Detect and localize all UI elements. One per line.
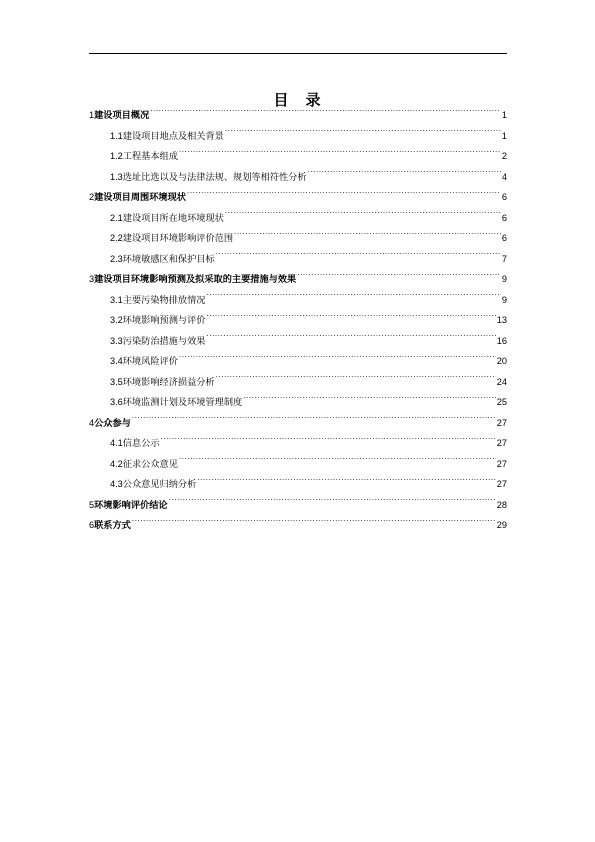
toc-entry-number: 4 [89, 417, 95, 428]
toc-entry-number: 2.1 [110, 212, 123, 223]
toc-dot-leader [179, 149, 501, 159]
toc-entry-number: 2.3 [110, 253, 123, 264]
toc-page-number: 27 [496, 438, 507, 448]
toc-entry-number: 3.4 [110, 356, 123, 366]
toc-page-number: 27 [496, 458, 507, 469]
toc-entry[interactable] [89, 310, 507, 331]
toc-page-number: 6 [501, 212, 507, 223]
toc-entry-number: 1.3 [110, 171, 123, 182]
toc-entry-number: 4.3 [110, 479, 123, 489]
toc-entry-title: 环境监测计划及环境管理制度 [122, 397, 243, 408]
toc-page-number: 4 [501, 171, 507, 182]
toc-entry-number: 4.1 [110, 438, 123, 448]
toc-entry-number: 4.2 [110, 458, 123, 469]
toc-entry-title: 主要污染物排放情况 [122, 294, 206, 306]
toc-entry-title: 建设项目环境影响评价范围 [122, 233, 234, 244]
toc-title: 目 录 [273, 91, 322, 109]
toc-entry[interactable] [89, 167, 507, 188]
toc-entry-title: 环境敏感区和保护目标 [122, 253, 215, 265]
toc-dot-leader [216, 252, 501, 262]
toc-dot-leader [234, 231, 501, 241]
toc-entry[interactable] [89, 454, 507, 475]
toc-entry-title: 建设项目地点及相关背景 [122, 130, 224, 142]
toc-entry-title: 联系方式 [94, 520, 131, 531]
toc-entry-title: 环境影响经济损益分析 [122, 376, 215, 388]
toc-entry-number: 3.3 [110, 335, 123, 346]
toc-entry-title: 工程基本组成 [122, 151, 178, 162]
toc-page-number: 7 [501, 253, 507, 264]
toc-entry[interactable] [89, 331, 507, 352]
toc-entry-number: 3.1 [110, 294, 123, 305]
toc-entry-title: 征求公众意见 [122, 458, 178, 470]
toc-entry[interactable] [89, 495, 507, 516]
toc-entry[interactable] [89, 269, 507, 290]
toc-entry[interactable] [89, 126, 507, 147]
toc-entry-number: 6 [89, 520, 95, 530]
toc-entry[interactable] [89, 290, 507, 311]
toc-entry[interactable] [89, 351, 507, 372]
toc-page-number: 25 [496, 397, 507, 407]
toc-dot-leader [297, 272, 501, 282]
toc-entry[interactable] [89, 372, 507, 393]
toc-dot-leader [243, 395, 496, 405]
toc-entry-number: 1.1 [110, 130, 123, 141]
toc-dot-leader [216, 375, 496, 385]
toc-entry-title: 公众意见归纳分析 [122, 479, 197, 490]
toc-dot-leader [225, 129, 501, 139]
toc-entry[interactable] [89, 208, 507, 229]
toc-page-number: 28 [496, 499, 507, 510]
toc-entry[interactable] [89, 474, 507, 495]
toc-page-number: 6 [501, 192, 507, 202]
toc-dot-leader [132, 416, 496, 426]
toc-dot-leader [179, 457, 496, 467]
toc-entry-title: 建设项目概况 [94, 110, 150, 121]
header-rule [89, 53, 507, 54]
toc-entry-number: 2.2 [110, 233, 123, 243]
toc-entry-title: 建设项目周围环境现状 [94, 192, 186, 203]
toc-entry-title: 选址比选以及与法律法规、规划等相符性分析 [122, 171, 307, 183]
toc-dot-leader [132, 518, 496, 528]
toc-entry[interactable] [89, 105, 507, 126]
toc-entry[interactable] [89, 249, 507, 270]
toc-entry-number: 2 [89, 192, 95, 202]
toc-entry[interactable] [89, 228, 507, 249]
toc-dot-leader [197, 477, 495, 487]
toc-entry-title: 建设项目环境影响预测及拟采取的主要措施与效果 [94, 274, 297, 285]
toc-entry-title: 公众参与 [94, 417, 131, 429]
toc-dot-leader [169, 498, 496, 508]
toc-entry-title: 污染防治措施与效果 [122, 335, 206, 347]
toc-page-number: 13 [496, 315, 507, 325]
toc-entry[interactable] [89, 413, 507, 434]
toc-page-number: 24 [496, 376, 507, 387]
toc-page-number: 9 [501, 294, 507, 305]
toc-page-number: 29 [496, 520, 507, 530]
toc-entry-number: 3.2 [110, 315, 123, 325]
toc-entry[interactable] [89, 515, 507, 536]
toc-entry[interactable] [89, 187, 507, 208]
toc-dot-leader [206, 334, 495, 344]
toc-page-number: 1 [501, 130, 507, 141]
toc-page-number: 9 [501, 274, 507, 284]
toc-entry-title: 环境风险评价 [122, 356, 178, 367]
toc-entry[interactable] [89, 433, 507, 454]
toc-entry-number: 3.5 [110, 376, 123, 387]
toc-entry[interactable] [89, 392, 507, 413]
toc-dot-leader [206, 293, 500, 303]
toc-entry-number: 3.6 [110, 397, 123, 407]
toc-entry-number: 3 [89, 274, 95, 284]
toc-page-number: 20 [496, 356, 507, 366]
toc-page-number: 2 [501, 151, 507, 161]
toc-entry[interactable] [89, 146, 507, 167]
toc-page-number: 6 [501, 233, 507, 243]
toc-dot-leader [187, 190, 501, 200]
toc-dot-leader [161, 436, 496, 446]
toc-dot-leader [150, 108, 501, 118]
toc-page-number: 1 [501, 110, 507, 120]
toc-entry-title: 信息公示 [122, 438, 160, 449]
toc-dot-leader [225, 211, 501, 221]
toc-dot-leader [179, 354, 496, 364]
toc-entry-number: 1.2 [110, 151, 123, 161]
toc-entry-number: 1 [89, 110, 95, 120]
toc-page-number: 27 [496, 417, 507, 428]
toc-page-number: 16 [496, 335, 507, 346]
table-of-contents [89, 105, 507, 536]
toc-entry-number: 5 [89, 499, 95, 510]
toc-entry-title: 环境影响评价结论 [94, 499, 168, 511]
toc-dot-leader [206, 313, 495, 323]
toc-entry-title: 建设项目所在地环境现状 [122, 212, 224, 224]
toc-dot-leader [308, 170, 501, 180]
toc-entry-title: 环境影响预测与评价 [122, 315, 206, 326]
toc-page-number: 27 [496, 479, 507, 489]
